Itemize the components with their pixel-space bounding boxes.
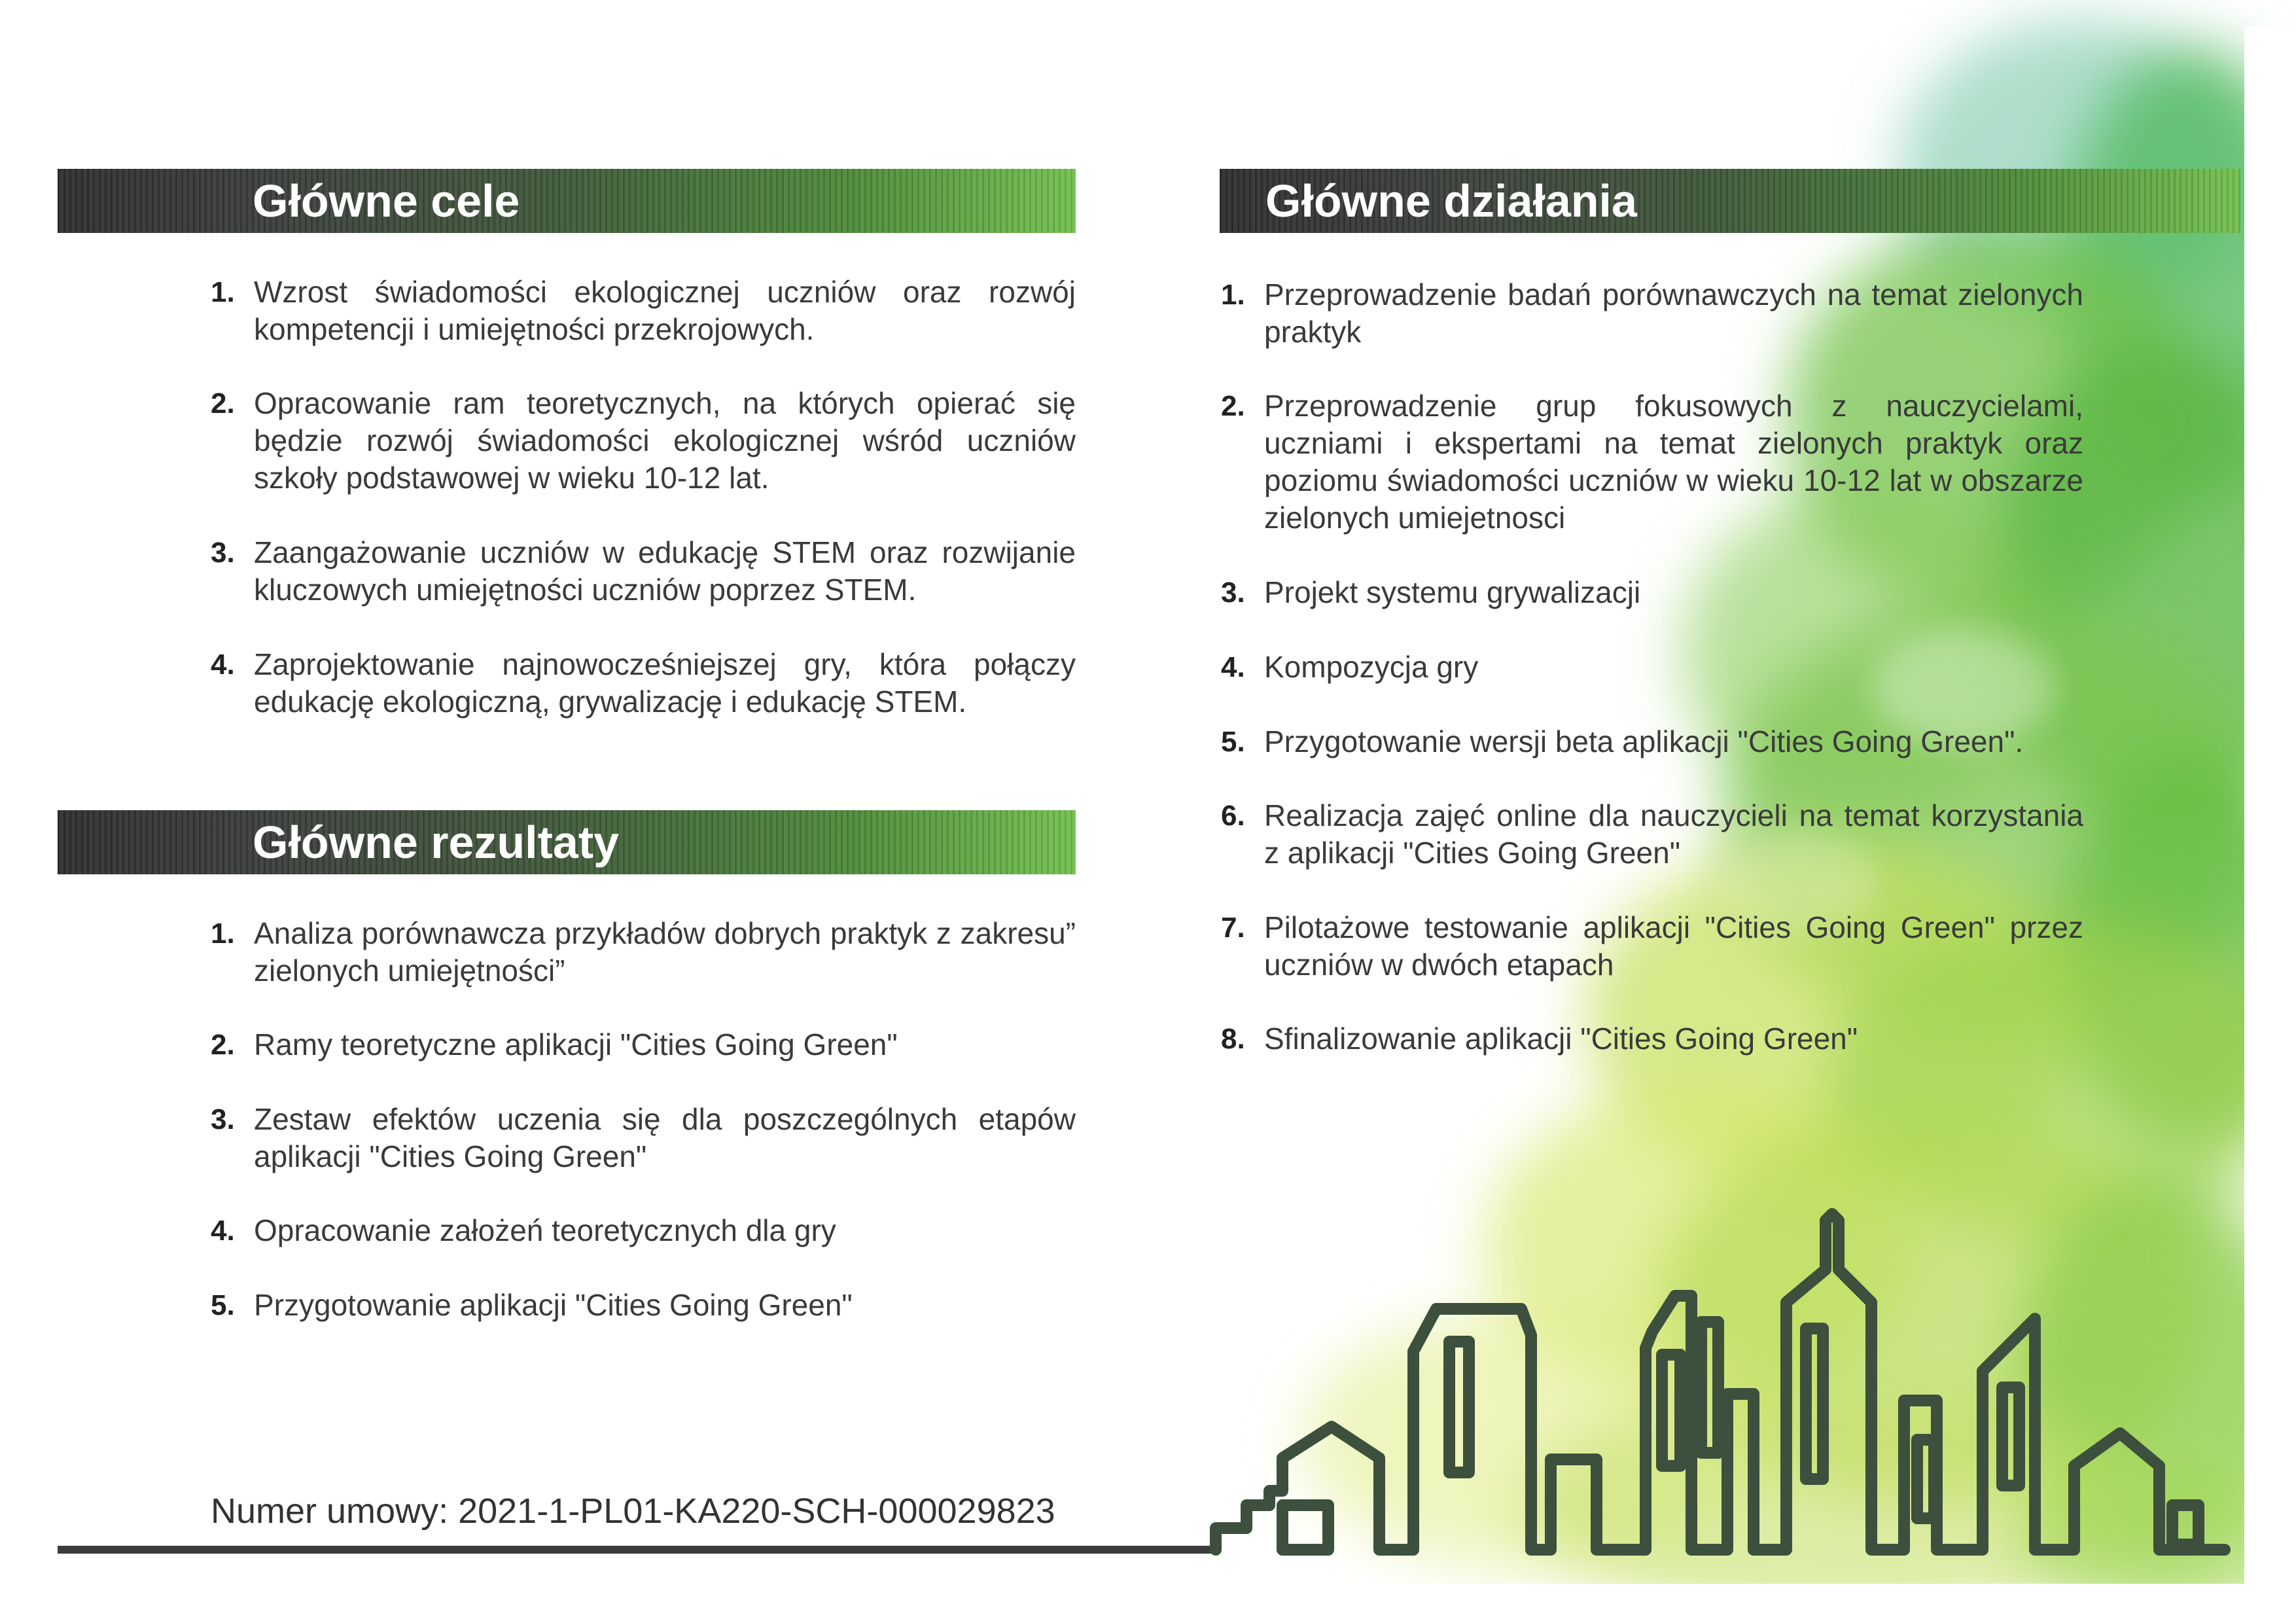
item-text: Zaangażowanie uczniów w edukację STEM oraz rozwijanie kluczowych umiejętności uczniów poprzez STEM. — [254, 535, 1076, 607]
item-number: 1. — [1221, 279, 1245, 311]
item-number: 6. — [1221, 800, 1245, 832]
item-number: 1. — [211, 276, 235, 308]
item-number: 1. — [211, 918, 235, 950]
item-number: 3. — [1221, 577, 1245, 609]
item-text: Zestaw efektów uczenia się dla poszczególnych etapów aplikacji "Cities Going Green" — [254, 1102, 1076, 1173]
activities-title: Główne działania — [1265, 175, 1637, 226]
item-text: Pilotażowe testowanie aplikacji "Cities Going Green" przez uczniów w dwóch etapach — [1264, 910, 2083, 982]
item-number: 5. — [211, 1289, 235, 1321]
skyline-window — [2002, 1387, 2019, 1486]
item-number: 8. — [1221, 1023, 1245, 1055]
item-number: 7. — [1221, 912, 1245, 944]
skyline-window — [1701, 1322, 1718, 1453]
contract-number: Numer umowy: 2021-1-PL01-KA220-SCH-000029823 — [211, 1491, 1055, 1531]
skyline-window — [1806, 1329, 1823, 1479]
item-text: Przeprowadzenie grup fokusowych z nauczycielami, uczniami i ekspertami na temat zielonych praktyk oraz poziomu świadomości uczniów w wieku 10-12 lat w obszarze zielonych umiejetnosci — [1264, 389, 2083, 535]
item-text: Opracowanie założeń teoretycznych dla gry — [254, 1213, 836, 1247]
item-number: 4. — [211, 1215, 235, 1247]
item-number: 3. — [211, 1103, 235, 1135]
item-text: Przeprowadzenie badań porównawczych na temat zielonych praktyk — [1264, 277, 2083, 349]
skyline-window — [1449, 1342, 1469, 1472]
skyline-window — [1282, 1505, 1328, 1550]
item-text: Opracowanie ram teoretycznych, na których opierać się będzie rozwój świadomości ekologicznej wśród uczniów szkoły podstawowej w wieku 10-12 lat. — [254, 386, 1076, 495]
item-number: 2. — [211, 1029, 235, 1061]
item-number: 4. — [1221, 651, 1245, 683]
item-number: 4. — [211, 649, 235, 681]
item-text: Sfinalizowanie aplikacji "Cities Going Green" — [1264, 1022, 1858, 1056]
results-title: Główne rezultaty — [253, 817, 620, 868]
item-number: 2. — [1221, 390, 1245, 422]
item-number: 5. — [1221, 726, 1245, 758]
item-text: Ramy teoretyczne aplikacji "Cities Going Green" — [254, 1027, 898, 1061]
item-text: Zaprojektowanie najnowocześniejszej gry, która połączy edukację ekologiczną, grywalizację i edukację STEM. — [254, 647, 1076, 719]
item-text: Przygotowanie wersji beta aplikacji "Cities Going Green". — [1264, 724, 2024, 758]
item-text: Wzrost świadomości ekologicznej uczniów oraz rozwój kompetencji i umiejętności przekrojowych. — [254, 275, 1076, 346]
item-number: 2. — [211, 387, 235, 419]
item-text: Analiza porównawcza przykładów dobrych praktyk z zakresu” zielonych umiejętności” — [254, 916, 1076, 988]
skyline-window — [1662, 1355, 1680, 1466]
skyline-window — [2172, 1505, 2199, 1544]
item-number: 3. — [211, 537, 235, 569]
item-text: Przygotowanie aplikacji "Cities Going Green" — [254, 1288, 853, 1322]
item-text: Kompozycja gry — [1264, 650, 1479, 684]
skyline-window — [1917, 1440, 1934, 1518]
item-text: Realizacja zajęć online dla nauczycieli na temat korzystania z aplikacji "Cities Going Green" — [1264, 798, 2083, 870]
goals-title: Główne cele — [253, 175, 520, 226]
item-text: Projekt systemu grywalizacji — [1264, 575, 1641, 609]
